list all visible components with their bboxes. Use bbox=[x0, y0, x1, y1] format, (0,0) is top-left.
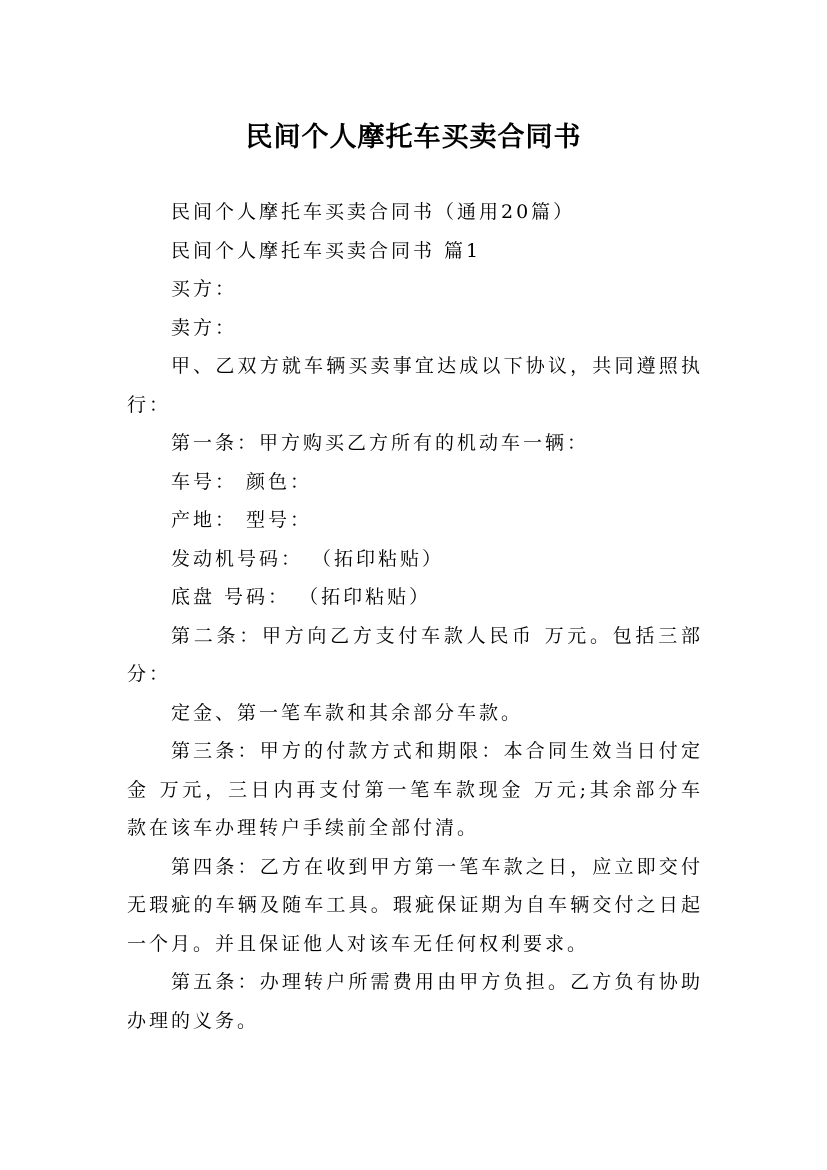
paragraph-section-title: 民间个人摩托车买卖合同书 篇1 bbox=[171, 239, 482, 262]
document-title: 民间个人摩托车买卖合同书 bbox=[245, 122, 582, 154]
paragraph-origin-model: 产地： 型号： bbox=[171, 509, 313, 531]
paragraph-article-4: 第四条：乙方在收到甲方第一笔车款之日，应立即交付无瑕疵的车辆及随车工具。瑕疵保证期为自车辆交付之日起一个月。并且保证他人对该车无任何权利要求。 bbox=[127, 855, 703, 955]
paragraph-collection-title: 民间个人摩托车买卖合同书（通用20篇） bbox=[171, 201, 576, 223]
paragraph-engine-number: 发动机号码： （拓印粘贴） bbox=[171, 547, 445, 570]
paragraph-chassis-number: 底盘 号码： （拓印粘贴） bbox=[171, 586, 432, 608]
paragraph-payment-parts: 定金、第一笔车款和其余部分车款。 bbox=[171, 701, 524, 724]
paragraph-plate-color: 车号： 颜色： bbox=[171, 470, 313, 493]
document-body bbox=[127, 193, 703, 1040]
paragraph-agreement-intro: 甲、乙双方就车辆买卖事宜达成以下协议，共同遵照执行： bbox=[127, 355, 703, 416]
paragraph-buyer: 买方： bbox=[171, 278, 238, 300]
paragraph-article-2: 第二条：甲方向乙方支付车款人民币 万元。包括三部分： bbox=[127, 624, 703, 685]
paragraph-seller: 卖方： bbox=[171, 316, 238, 339]
paragraph-article-5: 第五条：办理转户所需费用由甲方负担。乙方负有协助办理的义务。 bbox=[127, 971, 703, 1032]
paragraph-article-1: 第一条：甲方购买乙方所有的机动车一辆： bbox=[171, 432, 590, 454]
paragraph-article-3: 第三条：甲方的付款方式和期限：本合同生效当日付定金 万元，三日内再支付第一笔车款现金 万元;其余部分车款在该车办理转户手续前全部付清。 bbox=[127, 740, 703, 839]
